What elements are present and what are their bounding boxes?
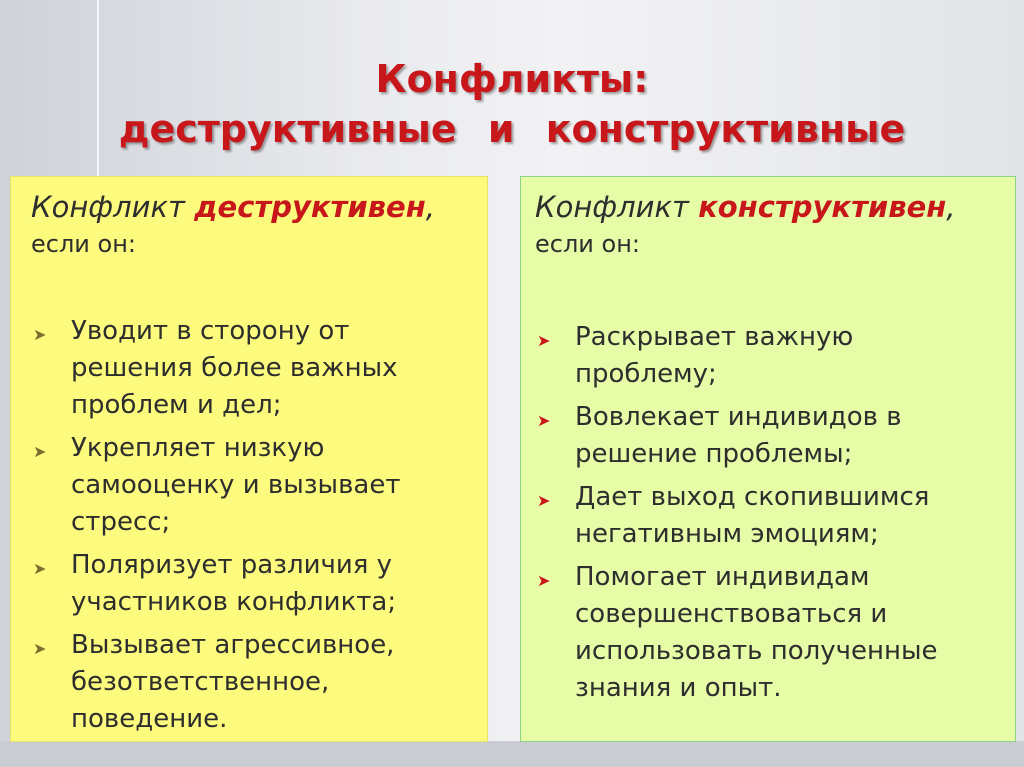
list-item [31,547,473,621]
title-line-2: деструктивные и конструктивные [118,107,906,151]
heading-prefix: Конфликт [31,190,195,224]
arrowhead-bullet-icon: ➤ [537,411,551,430]
list-item [31,627,473,738]
destructive-panel [10,176,488,742]
list-item [535,559,1001,707]
destructive-subheading: если он: [31,230,136,258]
heading-suffix: , [946,190,956,224]
destructive-list [31,313,473,738]
slide-title [0,54,1024,154]
arrowhead-bullet-icon: ➤ [33,559,47,578]
list-item-text: Укрепляет низкую самооценку и вызывает стресс; [71,433,401,537]
list-item [535,319,1001,393]
title-line-1: Конфликты: [375,57,649,101]
list-item-text: Вовлекает индивидов в решение проблемы; [575,402,902,469]
list-item-text: Вызывает агрессивное, безответственное, поведение. [71,630,395,734]
list-item [535,479,1001,553]
decorative-bottom-band [0,741,1024,767]
heading-accent: деструктивен [194,190,426,224]
heading-suffix: , [425,190,435,224]
arrowhead-bullet-icon: ➤ [33,639,47,658]
constructive-panel [520,176,1016,742]
arrowhead-bullet-icon: ➤ [537,571,551,590]
list-item-text: Раскрывает важную проблему; [575,322,854,389]
arrowhead-bullet-icon: ➤ [33,442,47,461]
constructive-heading [535,187,1001,227]
heading-accent: конструктивен [698,190,947,224]
list-item [31,430,473,541]
arrowhead-bullet-icon: ➤ [537,331,551,350]
list-item-text: Помогает индивидам совершенствоваться и использовать полученные знания и опыт. [575,562,938,703]
list-item-text: Поляризует различия у участников конфликта; [71,550,397,617]
constructive-subheading: если он: [535,230,640,258]
destructive-heading [31,187,473,227]
heading-prefix: Конфликт [535,190,699,224]
list-item-text: Уводит в сторону от решения более важных проблем и дел; [71,316,398,420]
list-item-text: Дает выход скопившимся негативным эмоциям; [575,482,930,549]
constructive-list [535,319,1001,707]
arrowhead-bullet-icon: ➤ [33,325,47,344]
list-item [31,313,473,424]
arrowhead-bullet-icon: ➤ [537,491,551,510]
list-item [535,399,1001,473]
